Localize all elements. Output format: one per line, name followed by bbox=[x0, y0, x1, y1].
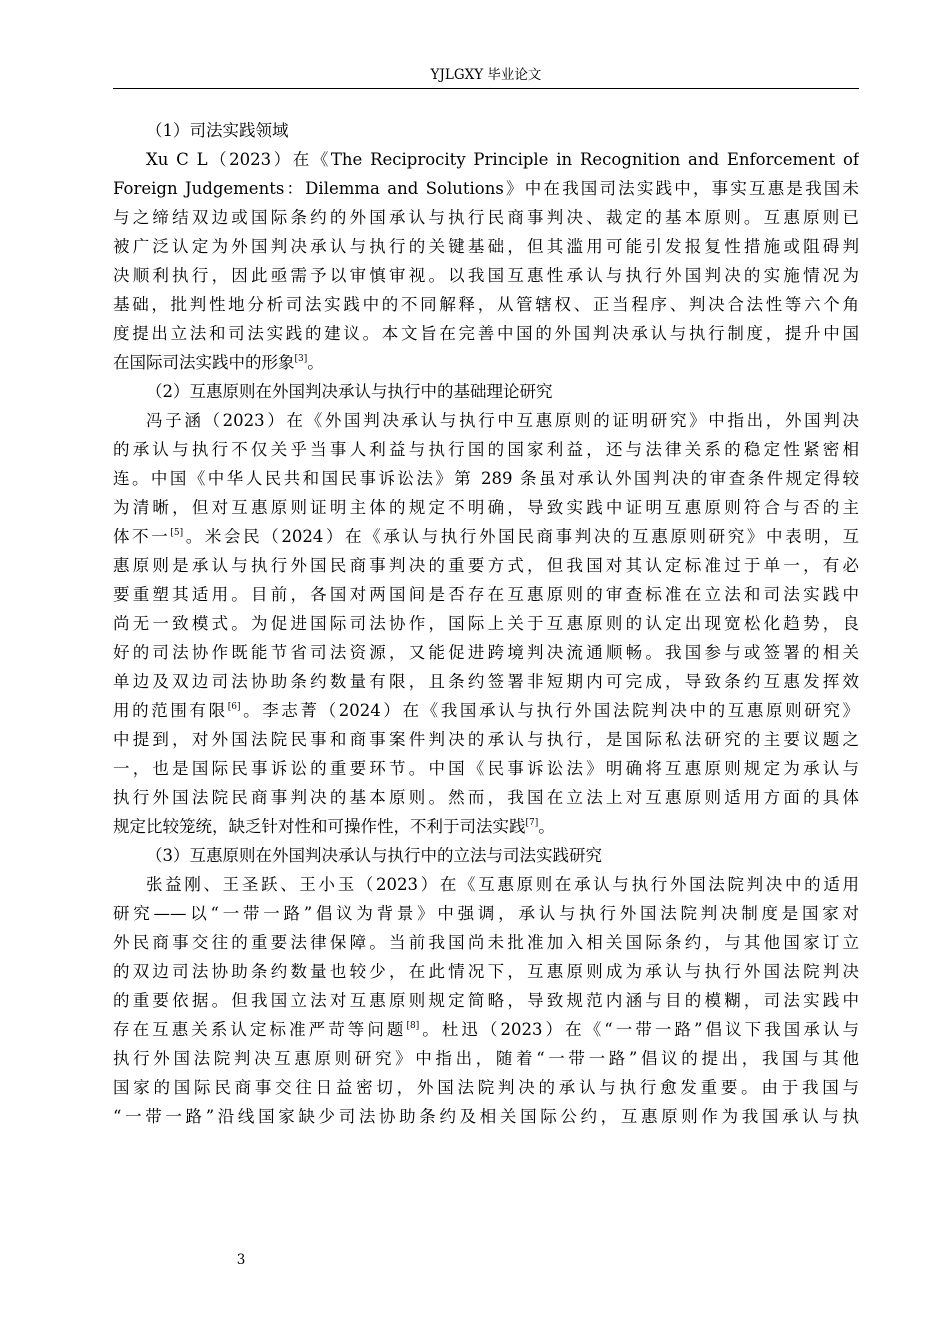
citation-5: [5] bbox=[170, 528, 184, 538]
paragraph-line: 度提出立法和司法实践的建议。本文旨在完善中国的外国判决承认与执行制度，提升中国 bbox=[113, 324, 859, 343]
citation-7: [7] bbox=[525, 818, 539, 828]
paragraph-line: 张益刚、王圣跃、王小玉（2023）在《互惠原则在承认与执行外国法院判决中的适用 bbox=[146, 875, 859, 894]
paragraph-line: 被广泛认定为外国判决承认与执行的关键基础，但其滥用可能引发报复性措施或阻碍判 bbox=[113, 237, 859, 256]
paragraph-line: 执行外国法院民商事判决的基本原则。然而，我国在立法上对互惠原则适用方面的具体 bbox=[113, 788, 859, 807]
paragraph-line: 存在互惠关系认定标准严苛等问题[8]。杜迅（2023）在《“一带一路”倡议下我国承认与 bbox=[113, 1020, 859, 1039]
paragraph-line: 与之缔结双边或国际条约的外国承认与执行民商事判决、裁定的基本原则。互惠原则已 bbox=[113, 208, 859, 227]
page-number: 3 bbox=[236, 1252, 246, 1268]
paragraph-line: “一带一路”沿线国家缺少司法协助条约及相关国际公约，互惠原则作为我国承认与执 bbox=[113, 1107, 859, 1126]
paragraph-line: 单边及双边司法协助条约数量有限，且条约签署非短期内可完成，导致条约互惠发挥效 bbox=[113, 672, 859, 691]
citation-6: [6] bbox=[227, 702, 241, 712]
section-heading-3: （3）互惠原则在外国判决承认与执行中的立法与司法实践研究 bbox=[146, 846, 602, 865]
paragraph-line: Foreign Judgements：Dilemma and Solutions》中在我国司法实践中，事实互惠是我国未 bbox=[113, 179, 859, 198]
paragraph-line: 要重塑其适用。目前，各国对两国间是否存在互惠原则的审查标准在立法和司法实践中 bbox=[113, 585, 859, 604]
section-heading-1: （1）司法实践领域 bbox=[146, 121, 289, 140]
paragraph-line: Xu C L（2023）在《The Reciprocity Principle in Recognition and Enforcement of bbox=[146, 150, 859, 169]
paragraph-line: 一，也是国际民事诉讼的重要环节。中国《民事诉讼法》明确将互惠原则规定为承认与 bbox=[113, 759, 859, 778]
paragraph-line: 研究——以“一带一路”倡议为背景》中强调，承认与执行外国法院判决制度是国家对 bbox=[113, 904, 859, 923]
paragraph-line: 用的范围有限[6]。李志菁（2024）在《我国承认与执行外国法院判决中的互惠原则研究》 bbox=[113, 701, 859, 720]
paragraph-line: 好的司法协作既能节省司法资源，又能促进跨境判决流通顺畅。我国参与或签署的相关 bbox=[113, 643, 859, 662]
page-header bbox=[113, 66, 859, 89]
paragraph-line: 决顺利执行，因此亟需予以审慎审视。以我国互惠性承认与执行外国判决的实施情况为 bbox=[113, 266, 859, 285]
paragraph-line: 基础，批判性地分析司法实践中的不同解释，从管辖权、正当程序、判决合法性等六个角 bbox=[113, 295, 859, 314]
section-heading-2: （2）互惠原则在外国判决承认与执行中的基础理论研究 bbox=[146, 382, 553, 401]
paragraph-line: 中提到，对外国法院民事和商事案件判决的承认与执行，是国际私法研究的主要议题之 bbox=[113, 730, 859, 749]
paragraph-line: 尚无一致模式。为促进国际司法协作，国际上关于互惠原则的认定出现宽松化趋势，良 bbox=[113, 614, 859, 633]
paragraph-line: 惠原则是承认与执行外国民商事判决的重要方式，但我国对其认定标准过于单一，有必 bbox=[113, 556, 859, 575]
citation-8: [8] bbox=[406, 1021, 420, 1031]
paragraph-line: 的重要依据。但我国立法对互惠原则规定简略，导致规范内涵与目的模糊，司法实践中 bbox=[113, 991, 859, 1010]
paragraph-line: 为清晰，但对互惠原则证明主体的规定不明确，导致实践中证明互惠原则符合与否的主 bbox=[113, 498, 859, 517]
paragraph-line: 国家的国际民商事交往日益密切，外国法院判决的承认与执行愈发重要。由于我国与 bbox=[113, 1078, 859, 1097]
paragraph-line: 的双边司法协助条约数量也较少，在此情况下，互惠原则成为承认与执行外国法院判决 bbox=[113, 962, 859, 981]
paragraph-line: 的承认与执行不仅关乎当事人利益与执行国的国家利益，还与法律关系的稳定性紧密相 bbox=[113, 440, 859, 459]
paragraph-line: 连。中国《中华人民共和国民事诉讼法》第 289 条虽对承认外国判决的审查条件规定得较 bbox=[113, 469, 859, 488]
paragraph-line: 在国际司法实践中的形象[3]。 bbox=[113, 353, 324, 372]
paragraph-line: 规定比较笼统，缺乏针对性和可操作性，不利于司法实践[7]。 bbox=[113, 817, 555, 836]
paragraph-line: 外民商事交往的重要法律保障。当前我国尚未批准加入相关国际条约，与其他国家订立 bbox=[113, 933, 859, 952]
paragraph-line: 执行外国法院判决互惠原则研究》中指出，随着“一带一路”倡议的提出，我国与其他 bbox=[113, 1049, 859, 1068]
document-body bbox=[113, 116, 859, 1131]
header-title: YJLGXY 毕业论文 bbox=[430, 67, 542, 83]
citation-3: [3] bbox=[294, 354, 308, 364]
paragraph-line: 体不一[5]。米会民（2024）在《承认与执行外国民商事判决的互惠原则研究》中表明，互 bbox=[113, 527, 859, 546]
paragraph-line: 冯子涵（2023）在《外国判决承认与执行中互惠原则的证明研究》中指出，外国判决 bbox=[146, 411, 859, 430]
